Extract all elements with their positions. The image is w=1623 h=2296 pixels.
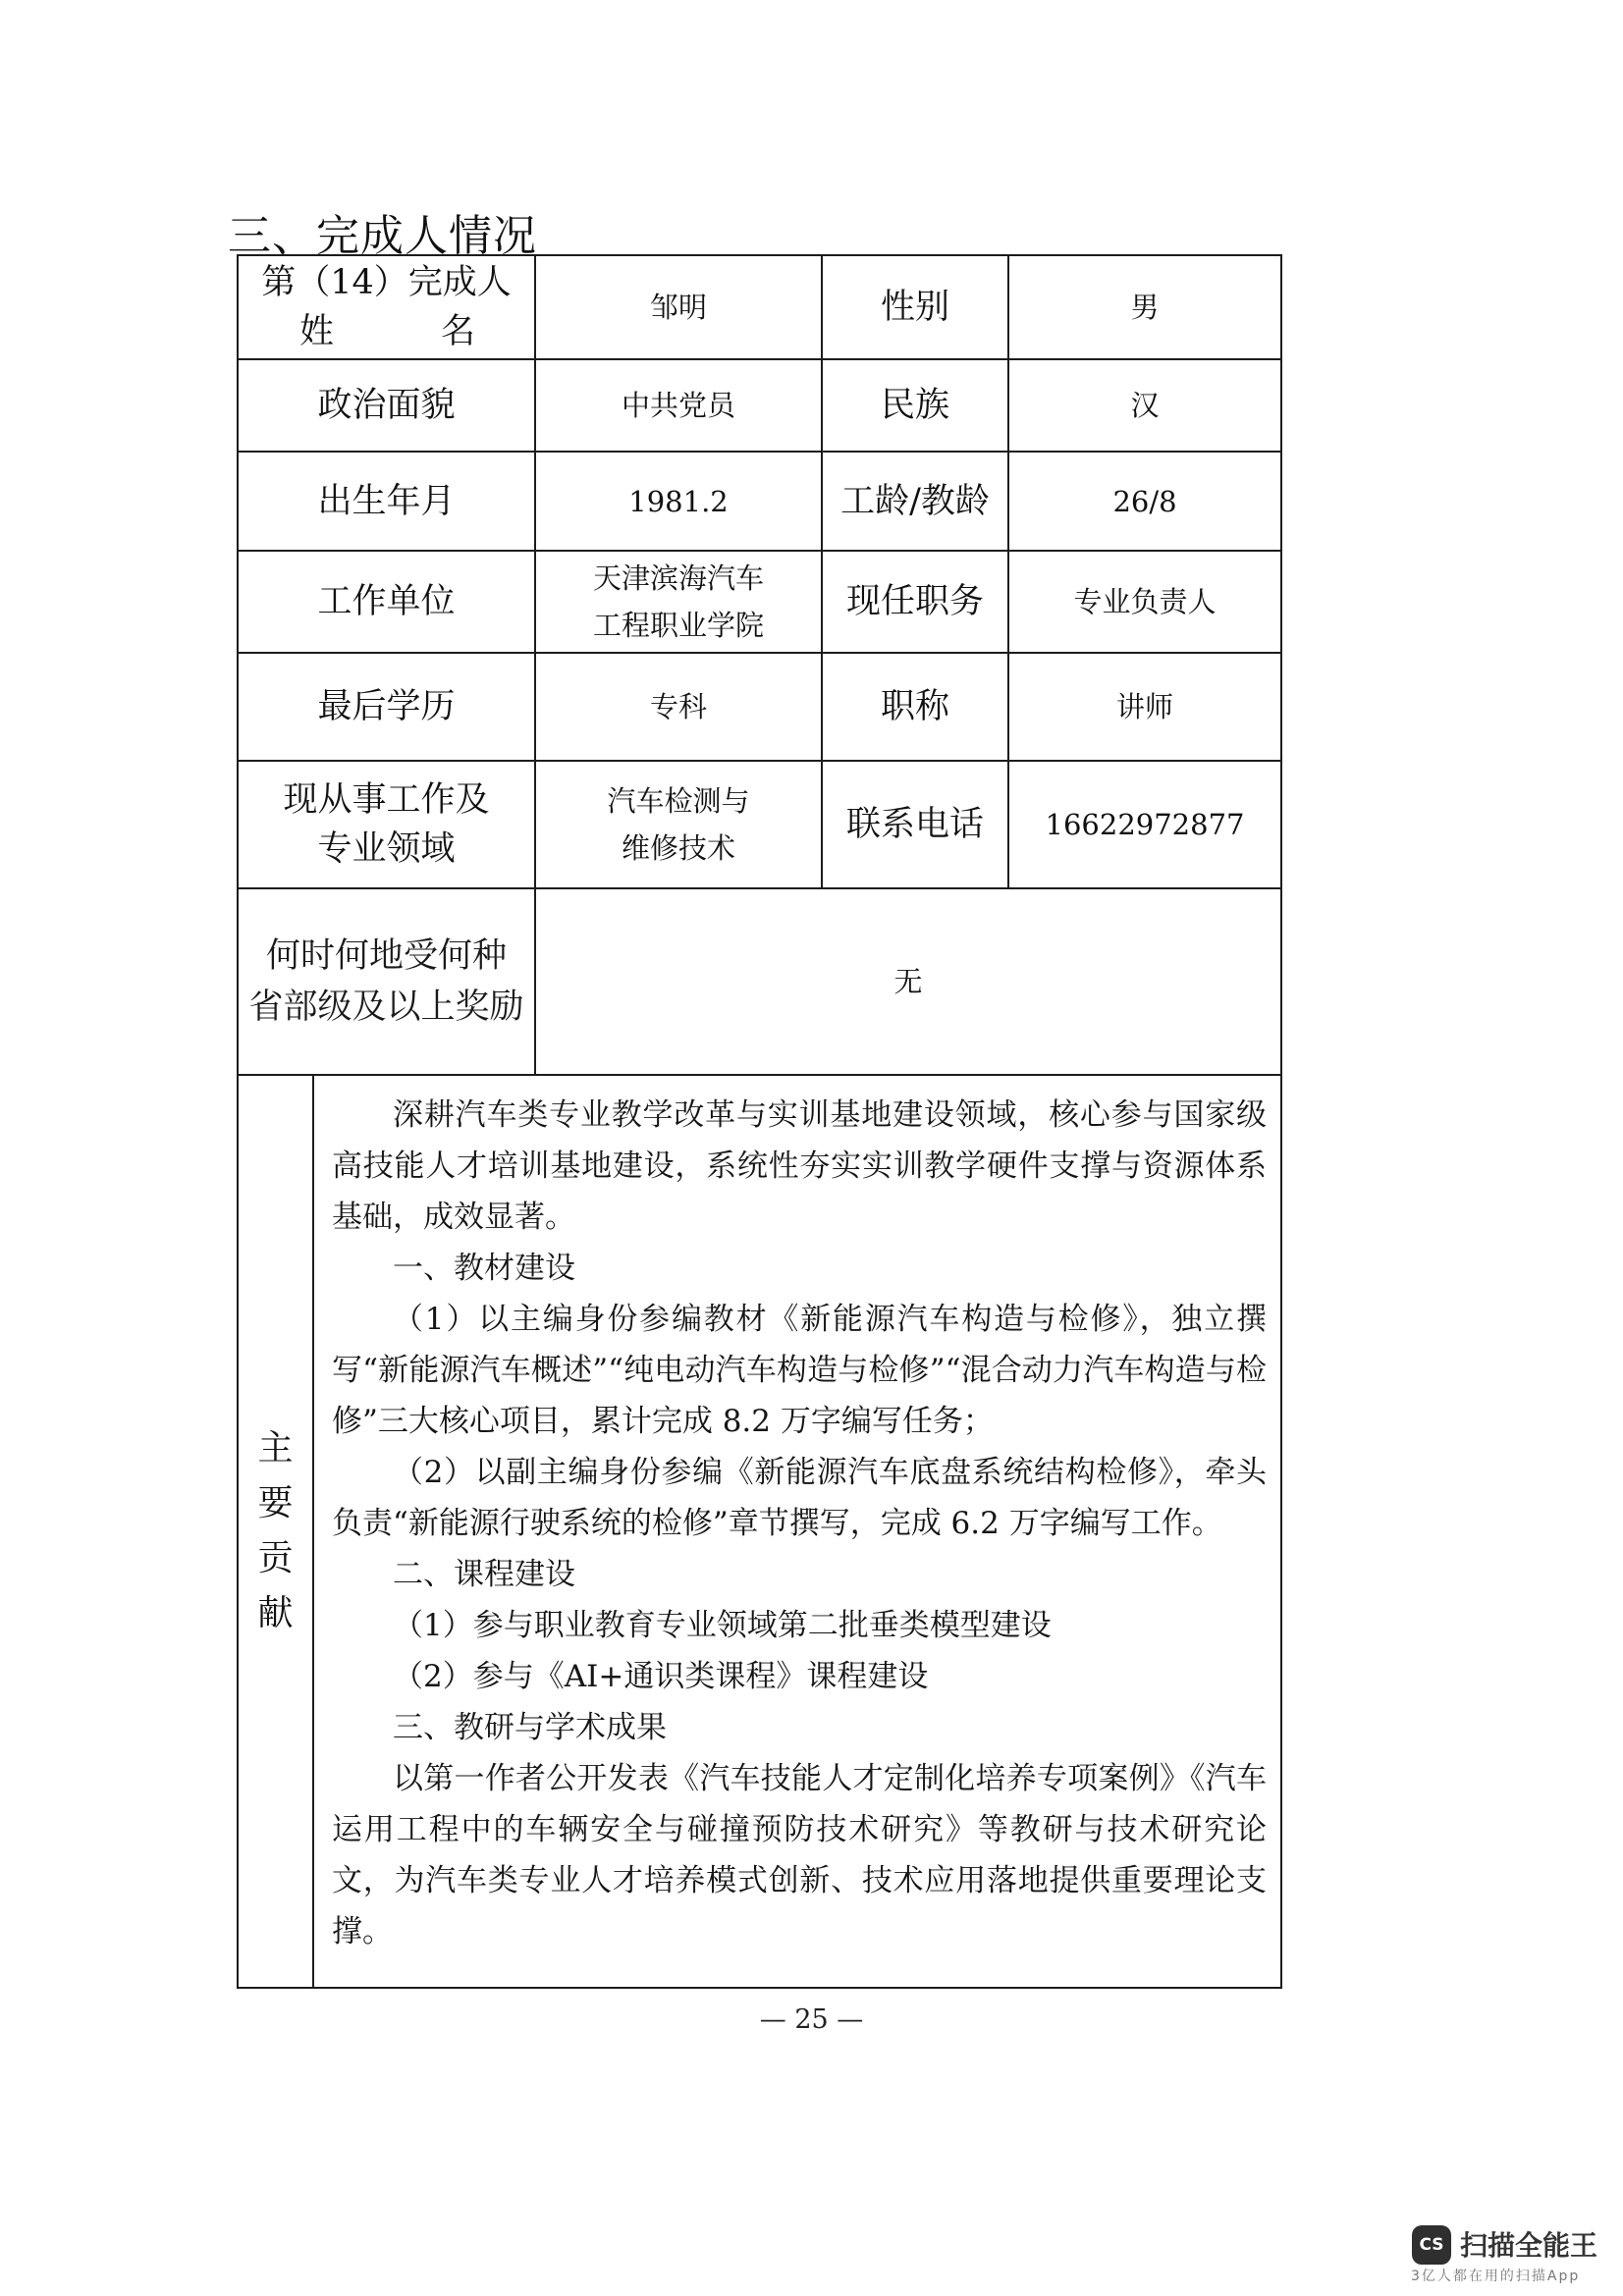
- education-value: 专科: [535, 653, 822, 761]
- table-row: [238, 888, 1281, 1075]
- contribution-heading: 三、教研与学术成果: [393, 1710, 667, 1745]
- scanner-tagline: 3亿人都在用的扫描App: [1411, 2269, 1581, 2284]
- education-label: 最后学历: [238, 653, 535, 761]
- name-label-line1: 第（14）完成人: [261, 263, 512, 302]
- gender-value: 男: [1008, 255, 1281, 359]
- table-row: [238, 551, 1281, 653]
- employer-label: 工作单位: [238, 551, 535, 653]
- contribution-paragraph: 以第一作者公开发表《汽车技能人才定制化培养专项案例》《汽车运用工程中的车辆安全与碰撞预防技术研究》等教研与技术研究论文，为汽车类专业人才培养模式创新、技术应用落地提供重要理论支撑。: [332, 1761, 1268, 1949]
- page-number: — 25 —: [759, 2004, 864, 2035]
- name-label-cell: [238, 255, 535, 359]
- field-label-line1: 现从事工作及: [283, 780, 490, 820]
- contribution-label-char: 献: [257, 1593, 294, 1633]
- contribution-heading: 一、教材建设: [393, 1251, 575, 1286]
- section-title: 三、完成人情况: [228, 211, 537, 261]
- table-row: [238, 653, 1281, 761]
- table-row: [238, 255, 1281, 359]
- employer-line2: 工程职业学院: [593, 609, 765, 642]
- position-label: 现任职务: [822, 551, 1008, 653]
- employer-value: [535, 551, 822, 653]
- camscanner-logo-icon: CS: [1412, 2225, 1451, 2265]
- seniority-value: 26/8: [1008, 452, 1281, 551]
- gender-label: 性别: [822, 255, 1008, 359]
- name-value: 邹明: [535, 255, 822, 359]
- field-label-line2: 专业领域: [317, 829, 456, 869]
- table-row: [238, 761, 1281, 888]
- political-value: 中共党员: [535, 359, 822, 452]
- scanner-app-name: 扫描全能王: [1460, 2229, 1598, 2262]
- contribution-label: [238, 1075, 313, 1988]
- contribution-paragraph: （2）以副主编身份参编《新能源汽车底盘系统结构检修》，牵头负责“新能源行驶系统的检修”章节撰写，完成 6.2 万字编写工作。: [332, 1455, 1268, 1541]
- ethnic-label: 民族: [822, 359, 1008, 452]
- contribution-label-char: 主: [257, 1428, 294, 1468]
- contribution-heading: 二、课程建设: [393, 1557, 575, 1592]
- title-label: 职称: [822, 653, 1008, 761]
- contribution-paragraph: （2）参与《AI+通识类课程》课程建设: [393, 1659, 929, 1694]
- contribution-paragraph: （1）以主编身份参编教材《新能源汽车构造与检修》，独立撰写“新能源汽车概述”“纯电动汽车构造与检修”“混合动力汽车构造与检修”三大核心项目，累计完成 8.2 万字编写任务；: [332, 1302, 1268, 1439]
- contribution-label-char: 要: [257, 1483, 294, 1523]
- contribution-paragraph: （1）参与职业教育专业领域第二批垂类模型建设: [393, 1608, 1052, 1643]
- awards-label-line2: 省部级及以上奖励: [248, 988, 524, 1027]
- name-label-char-2: 名: [441, 312, 476, 351]
- ethnic-value: 汉: [1008, 359, 1281, 452]
- table-row: [238, 359, 1281, 452]
- contribution-content: [313, 1075, 1281, 1988]
- scanner-watermark: [1409, 2222, 1605, 2284]
- completer-info-table: [237, 254, 1282, 1989]
- field-value: [535, 761, 822, 888]
- contribution-label-char: 贡: [257, 1538, 294, 1578]
- position-value: 专业负责人: [1008, 551, 1281, 653]
- phone-value: 16622972877: [1008, 761, 1281, 888]
- employer-line1: 天津滨海汽车: [593, 561, 765, 595]
- name-label-char-1: 姓: [299, 312, 335, 351]
- birth-label: 出生年月: [238, 452, 535, 551]
- awards-value: 无: [535, 888, 1281, 1075]
- contribution-paragraph: 深耕汽车类专业教学改革与实训基地建设领域，核心参与国家级高技能人才培训基地建设，系统性夯实实训教学硬件支撑与资源体系基础，成效显著。: [332, 1097, 1268, 1235]
- birth-value: 1981.2: [535, 452, 822, 551]
- field-label: [238, 761, 535, 888]
- name-label-line2: [239, 307, 534, 356]
- seniority-label: 工龄/教龄: [822, 452, 1008, 551]
- table-row: [238, 452, 1281, 551]
- field-line2: 维修技术: [622, 831, 736, 865]
- table-row: [238, 1075, 1281, 1988]
- awards-label: [238, 888, 535, 1075]
- phone-label: 联系电话: [822, 761, 1008, 888]
- field-line1: 汽车检测与: [607, 784, 750, 818]
- political-label: 政治面貌: [238, 359, 535, 452]
- awards-label-line1: 何时何地受何种: [266, 936, 508, 976]
- title-value: 讲师: [1008, 653, 1281, 761]
